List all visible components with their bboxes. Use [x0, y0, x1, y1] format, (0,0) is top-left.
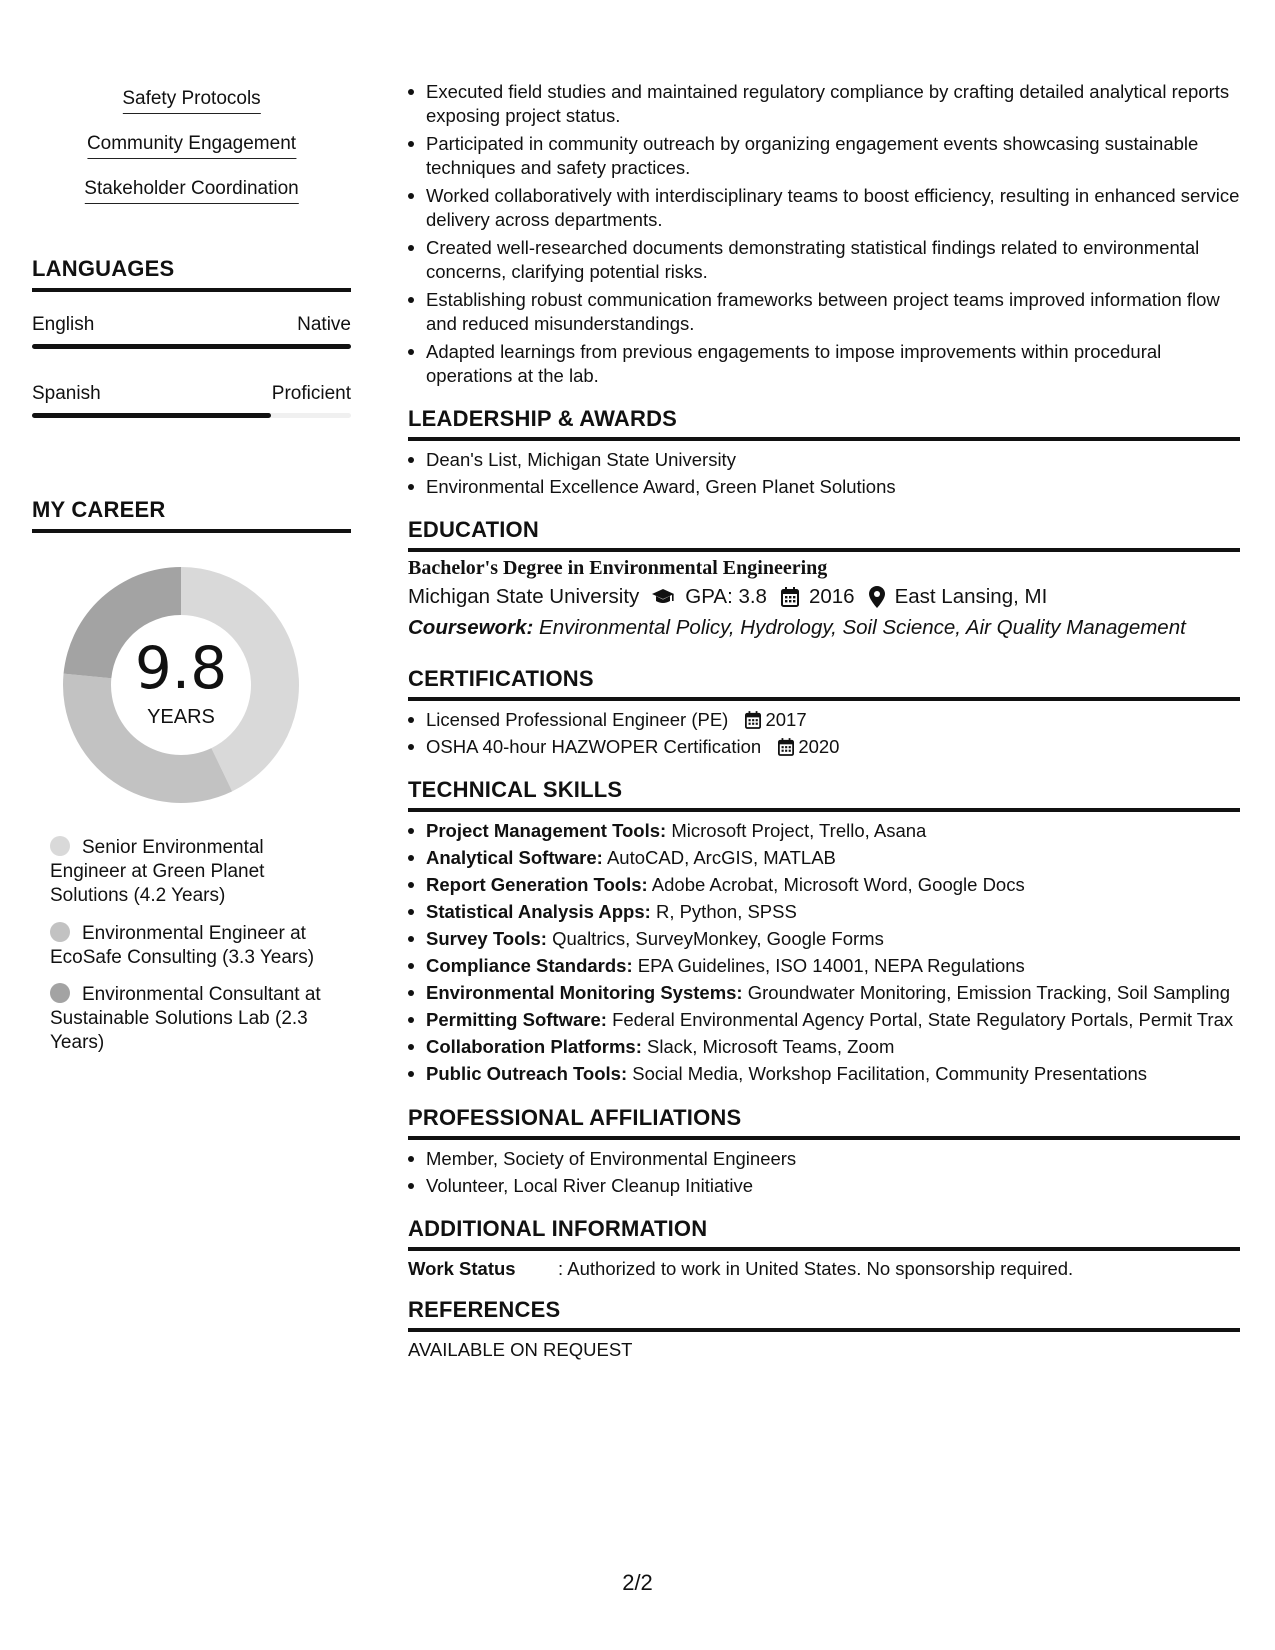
- technical-skill-item: [408, 819, 1240, 843]
- language-level: Proficient: [271, 383, 351, 404]
- legend-dot: [50, 922, 70, 942]
- language-bar-fill: [32, 344, 351, 349]
- skill-category: Statistical Analysis Apps:: [426, 901, 651, 922]
- legend-dot: [50, 836, 70, 856]
- legend-dot: [50, 983, 70, 1003]
- graduation-cap-icon: [651, 588, 675, 606]
- coursework-label: Coursework:: [408, 616, 534, 639]
- coursework-list: Environmental Policy, Hydrology, Soil Science, Air Quality Management: [539, 616, 1186, 639]
- skill-category: Public Outreach Tools:: [426, 1063, 628, 1084]
- skill-values: Social Media, Workshop Facilitation, Community Presentations: [632, 1063, 1148, 1084]
- leadership-item: Dean's List, Michigan State University: [408, 448, 1240, 472]
- experience-bullet: Participated in community outreach by organizing engagement events showcasing sustainable techniques and safety practices.: [408, 132, 1240, 180]
- language-bar-fill: [32, 413, 271, 418]
- career-legend-item: [50, 836, 340, 908]
- skill-category: Analytical Software:: [426, 847, 603, 868]
- technical-skill-item: [408, 900, 1240, 924]
- affiliations-list: [408, 1147, 1240, 1201]
- language-bar: [32, 344, 351, 349]
- skill-values: Adobe Acrobat, Microsoft Word, Google Docs: [651, 874, 1025, 895]
- certifications-list: [408, 708, 1240, 762]
- technical-skill-item: [408, 1035, 1240, 1059]
- technical-skills-list: [408, 819, 1240, 1089]
- references-heading: REFERENCES: [408, 1297, 1240, 1332]
- calendar-icon: [778, 738, 794, 756]
- languages-heading: LANGUAGES: [32, 256, 351, 292]
- experience-bullet: Establishing robust communication frameworks between project teams improved information flow and reduced misunderstandings.: [408, 288, 1240, 336]
- certifications-heading: CERTIFICATIONS: [408, 666, 1240, 701]
- gpa: GPA: 3.8: [685, 585, 767, 608]
- language-name: Spanish: [32, 383, 101, 404]
- skill-category: Survey Tools:: [426, 928, 547, 949]
- experience-bullet: Created well-researched documents demonstrating statistical findings related to environmental concerns, clarifying potential risks.: [408, 236, 1240, 284]
- career-donut-chart: [56, 560, 306, 810]
- language-row: [32, 314, 351, 336]
- leadership-heading: LEADERSHIP & AWARDS: [408, 406, 1240, 441]
- skill-tag: Safety Protocols: [122, 88, 260, 114]
- skill-values: Slack, Microsoft Teams, Zoom: [647, 1036, 895, 1057]
- work-status-value: : Authorized to work in United States. No sponsorship required.: [558, 1258, 1074, 1279]
- certification-item: [408, 735, 1240, 759]
- references-text: AVAILABLE ON REQUEST: [408, 1339, 633, 1360]
- school-location: East Lansing, MI: [894, 585, 1048, 608]
- education-details: [408, 585, 1047, 609]
- education-heading: EDUCATION: [408, 517, 1240, 552]
- skill-category: Compliance Standards:: [426, 955, 633, 976]
- technical-skill-item: [408, 1008, 1240, 1032]
- additional-info-heading: ADDITIONAL INFORMATION: [408, 1216, 1240, 1251]
- skill-tag: Stakeholder Coordination: [84, 178, 298, 204]
- experience-bullet: Worked collaboratively with interdisciplinary teams to boost efficiency, resulting in enhanced service delivery across departments.: [408, 184, 1240, 232]
- career-legend-text: Senior Environmental Engineer at Green Planet Solutions (4.2 Years): [50, 837, 265, 906]
- skill-values: Qualtrics, SurveyMonkey, Google Forms: [552, 928, 884, 949]
- experience-bullets: [408, 80, 1240, 392]
- skill-category: Collaboration Platforms:: [426, 1036, 642, 1057]
- technical-skill-item: [408, 846, 1240, 870]
- language-bar: [32, 413, 351, 418]
- technical-skill-item: [408, 954, 1240, 978]
- graduation-year: 2016: [808, 585, 855, 608]
- language-name: English: [32, 314, 95, 335]
- work-status-label: Work Status: [408, 1258, 516, 1279]
- coursework: [408, 616, 1186, 640]
- affiliation-item: Member, Society of Environmental Engineers: [408, 1147, 1240, 1171]
- affiliations-heading: PROFESSIONAL AFFILIATIONS: [408, 1105, 1240, 1140]
- certification-name: Licensed Professional Engineer (PE): [426, 709, 729, 730]
- skill-values: AutoCAD, ArcGIS, MATLAB: [606, 847, 836, 868]
- location-pin-icon: [869, 586, 885, 608]
- skill-category: Environmental Monitoring Systems:: [426, 982, 743, 1003]
- work-status-row: [408, 1258, 1073, 1280]
- language-level: Native: [297, 314, 351, 335]
- school-name: Michigan State University: [408, 585, 640, 608]
- certification-year: 2020: [798, 736, 840, 757]
- career-legend-text: Environmental Consultant at Sustainable Solutions Lab (2.3 Years): [50, 984, 321, 1053]
- experience-bullet: Executed field studies and maintained regulatory compliance by crafting detailed analytical reports exposing project status.: [408, 80, 1240, 128]
- career-legend-item: [50, 922, 340, 970]
- certification-item: [408, 708, 1240, 732]
- leadership-list: [408, 448, 1240, 502]
- technical-skill-item: [408, 873, 1240, 897]
- technical-skill-item: [408, 927, 1240, 951]
- technical-skills-heading: TECHNICAL SKILLS: [408, 777, 1240, 812]
- page-number: 2/2: [622, 1570, 653, 1595]
- career-years-unit: YEARS: [147, 706, 215, 728]
- career-legend-text: Environmental Engineer at EcoSafe Consulting (3.3 Years): [50, 923, 315, 968]
- career-heading: MY CAREER: [32, 497, 351, 533]
- career-total-years: 9.8: [134, 634, 228, 702]
- skill-category: Permitting Software:: [426, 1009, 607, 1030]
- skill-tag: Community Engagement: [87, 133, 296, 159]
- skill-values: Microsoft Project, Trello, Asana: [671, 820, 927, 841]
- technical-skill-item: [408, 1062, 1240, 1086]
- skill-values: R, Python, SPSS: [655, 901, 797, 922]
- certification-name: OSHA 40-hour HAZWOPER Certification: [426, 736, 762, 757]
- skill-values: Federal Environmental Agency Portal, State Regulatory Portals, Permit Trax: [612, 1009, 1234, 1030]
- certification-year: 2017: [765, 709, 807, 730]
- technical-skill-item: [408, 981, 1240, 1005]
- experience-bullet: Adapted learnings from previous engagements to impose improvements within procedural operations at the lab.: [408, 340, 1240, 388]
- skill-category: Report Generation Tools:: [426, 874, 648, 895]
- leadership-item: Environmental Excellence Award, Green Planet Solutions: [408, 475, 1240, 499]
- calendar-icon: [781, 587, 799, 607]
- affiliation-item: Volunteer, Local River Cleanup Initiative: [408, 1174, 1240, 1198]
- calendar-icon: [745, 711, 761, 729]
- skill-category: Project Management Tools:: [426, 820, 667, 841]
- skill-values: Groundwater Monitoring, Emission Tracking, Soil Sampling: [747, 982, 1230, 1003]
- skill-values: EPA Guidelines, ISO 14001, NEPA Regulations: [637, 955, 1025, 976]
- career-legend-item: [50, 983, 340, 1055]
- language-row: [32, 383, 351, 405]
- degree-title: Bachelor's Degree in Environmental Engineering: [408, 557, 828, 579]
